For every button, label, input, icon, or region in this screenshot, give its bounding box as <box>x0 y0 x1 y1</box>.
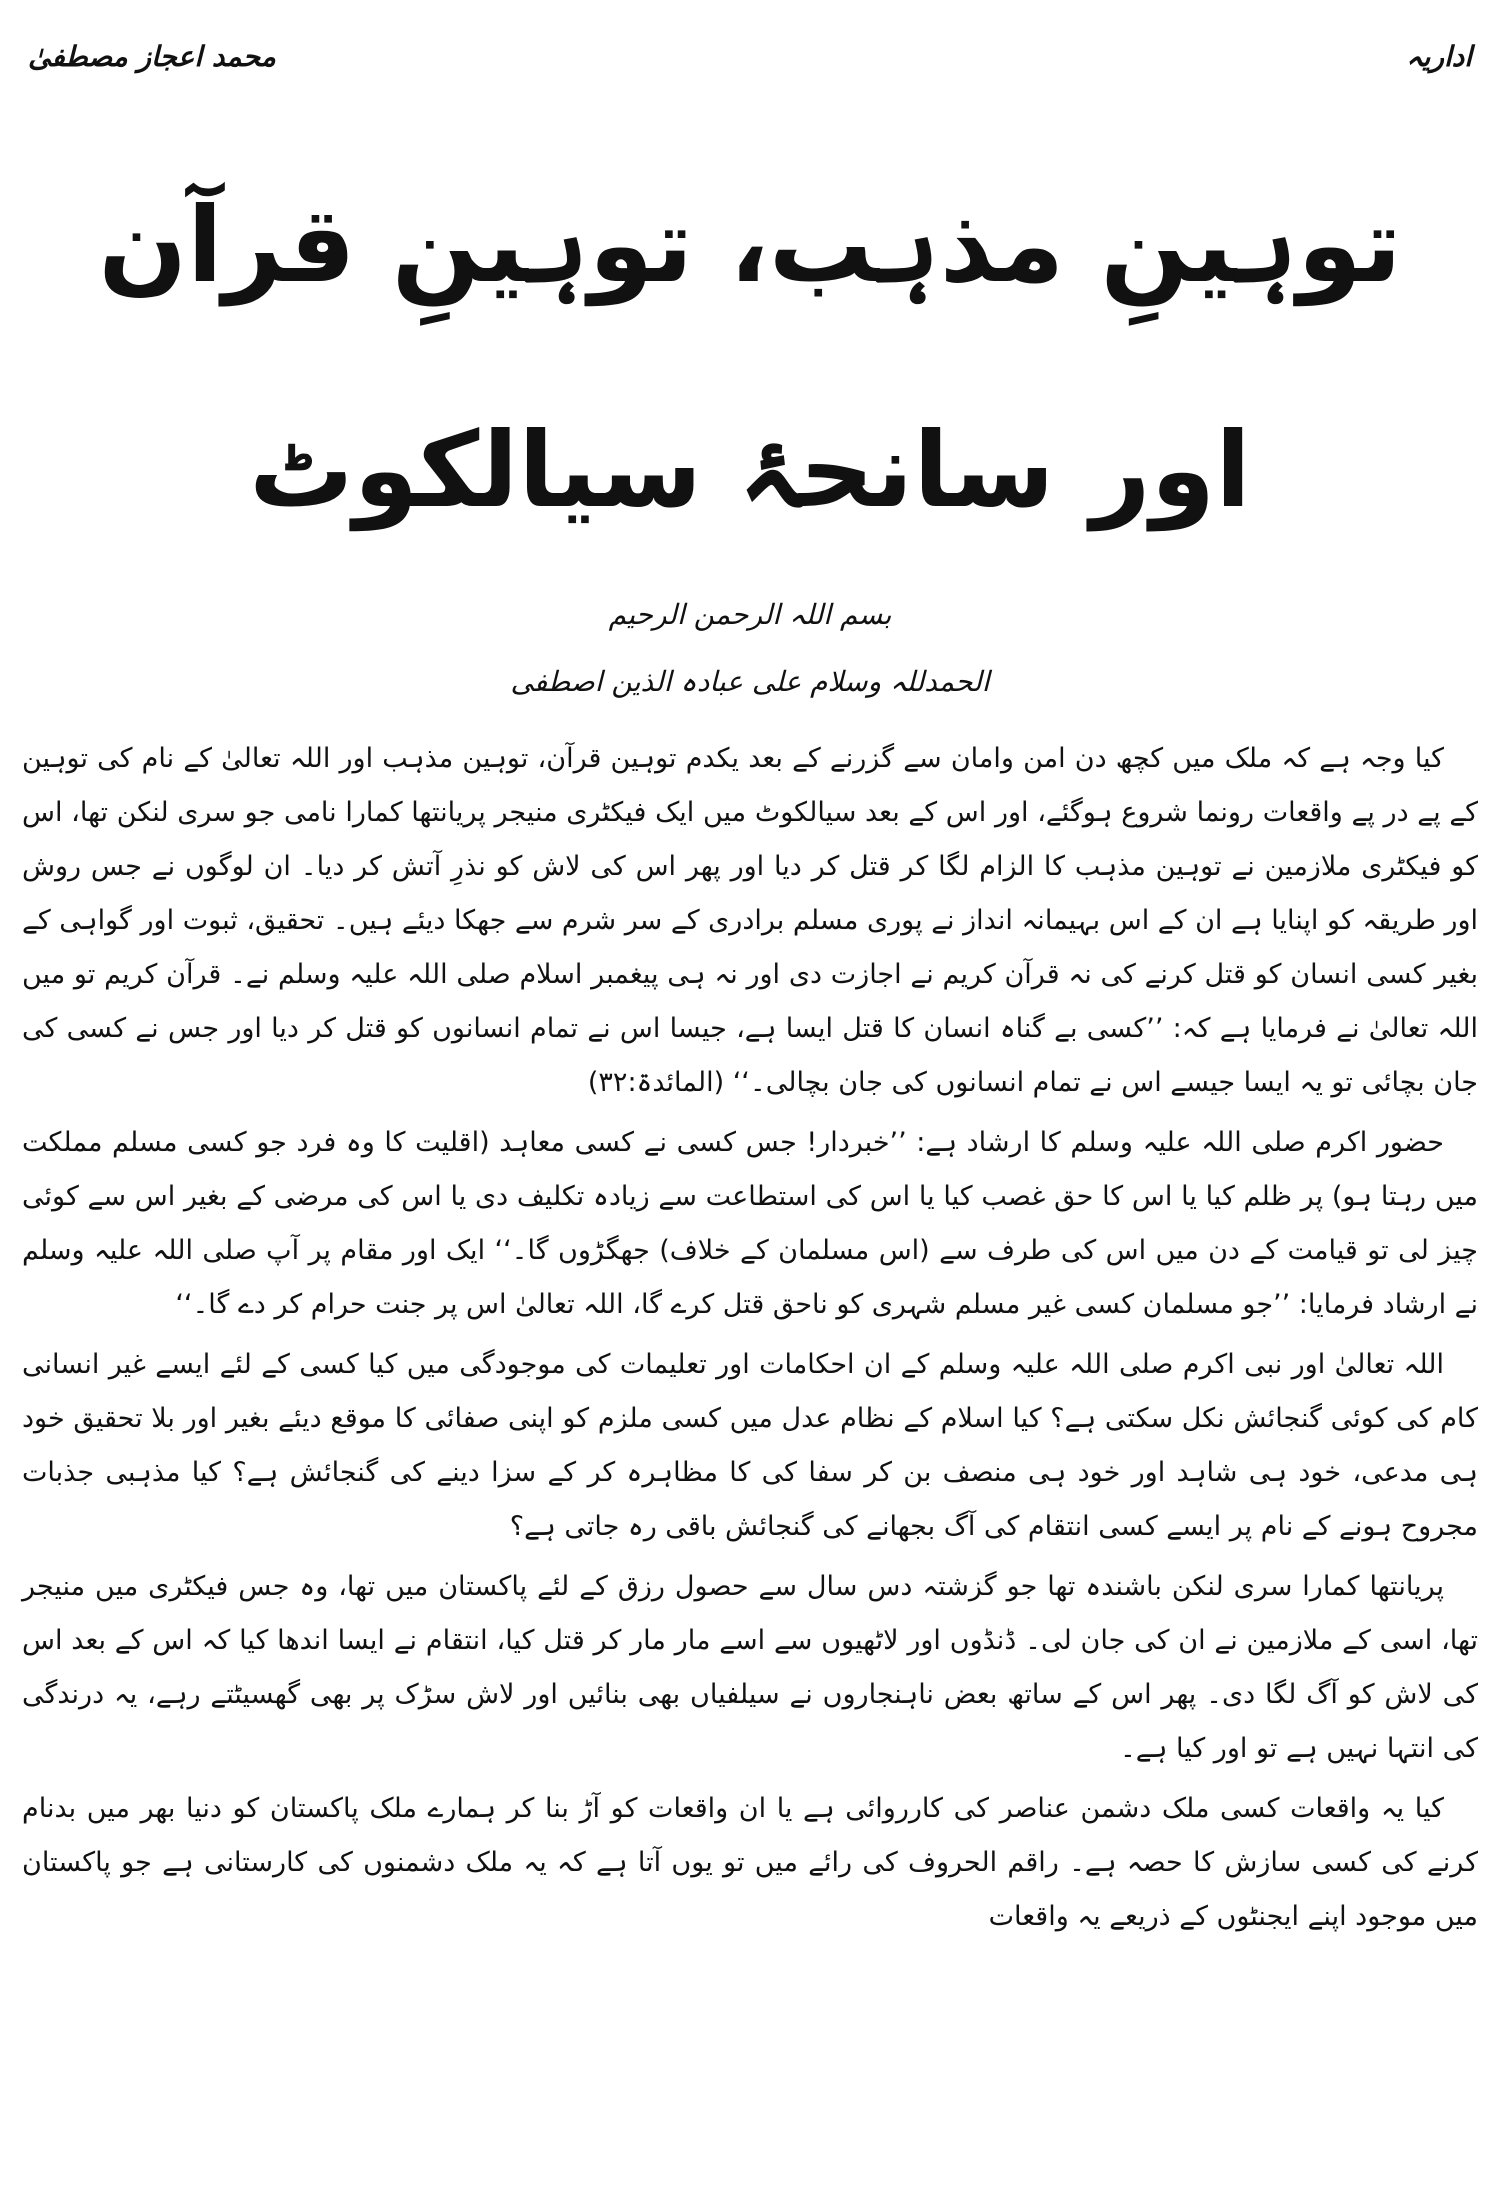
paragraph: کیا یہ واقعات کسی ملک دشمن عناصر کی کارروائی ہے یا ان واقعات کو آڑ بنا کر ہمارے ملک پاکستان کو دنیا بھر میں بدنام کرنے کی کسی سازش کا حصہ ہے۔ راقم الحروف کی رائے میں تو یوں آتا ہے کہ یہ ملک دشمنوں کی کارستانی ہے جو پاکستان میں موجود اپنے ایجنٹوں کے ذریعے یہ واقعات <box>22 1793 1478 1932</box>
paragraph: حضور اکرم صلی اللہ علیہ وسلم کا ارشاد ہے: ’’خبردار! جس کسی نے کسی معاہد (اقلیت کا وہ فرد جو کسی مسلم مملکت میں رہتا ہو) پر ظلم کیا یا اس کا حق غصب کیا یا اس کی استطاعت سے زیادہ تکلیف دی یا اس کی مرضی کے بغیر اس سے کوئی چیز لی تو قیامت کے دن میں اس کی طرف سے (اس مسلمان کے خلاف) جھگڑوں گا۔‘‘ ایک اور مقام پر آپ صلی اللہ علیہ وسلم نے ارشاد فرمایا: ’’جو مسلمان کسی غیر مسلم شہری کو ناحق قتل کرے گا، اللہ تعالیٰ اس پر جنت حرام کر دے گا۔‘‘ <box>22 1127 1478 1320</box>
article-title-line-1: توہینِ مذہب، توہینِ قرآن <box>98 184 1402 306</box>
author-name: محمد اعجاز مصطفیٰ <box>28 40 276 73</box>
bismillah: بسم اللہ الرحمن الرحیم <box>608 598 892 631</box>
section-label: اداریہ <box>1406 40 1472 73</box>
paragraph: اللہ تعالیٰ اور نبی اکرم صلی اللہ علیہ وسلم کے ان احکامات اور تعلیمات کی موجودگی میں کیا کسی کے لئے ایسے غیر انسانی کام کی کوئی گنجائش نکل سکتی ہے؟ کیا اسلام کے نظام عدل میں کسی ملزم کو اپنی صفائی کا موقع دیئے بغیر اور بلا تحقیق خود ہی مدعی، خود ہی شاہد اور خود ہی منصف بن کر سفا کی کا مظاہرہ کر کے سزا دینے کی گنجائش ہے؟ کیا مذہبی جذبات مجروح ہونے کے نام پر ایسے کسی انتقام کی آگ بجھانے کی گنجائش باقی رہ جاتی ہے؟ <box>22 1349 1478 1542</box>
article-title-line-2: اور سانحۂ سیالکوٹ <box>249 409 1251 531</box>
paragraph: کیا وجہ ہے کہ ملک میں کچھ دن امن وامان سے گزرنے کے بعد یکدم توہین قرآن، توہین مذہب اور اللہ تعالیٰ کے نام کی توہین کے پے در پے واقعات رونما شروع ہوگئے، اور اس کے بعد سیالکوٹ میں ایک فیکٹری منیجر پریانتھا کمارا نامی جو سری لنکن تھا، اس کو فیکٹری ملازمین نے توہین مذہب کا الزام لگا کر قتل کر دیا اور پھر اس کی لاش کو نذرِ آتش کر دیا۔ ان لوگوں نے جس روش اور طریقہ کو اپنایا ہے ان کے اس بہیمانہ انداز نے پوری مسلم برادری کے سر شرم سے جھکا دیئے ہیں۔ تحقیق، ثبوت اور گواہی کے بغیر کسی انسان کو قتل کرنے کی نہ قرآن کریم نے اجازت دی اور نہ ہی پیغمبر اسلام صلی اللہ علیہ وسلم نے۔ قرآن کریم تو میں اللہ تعالیٰ نے فرمایا ہے کہ: ’’کسی بے گناہ انسان کا قتل ایسا ہے، جیسا اس نے تمام انسانوں کو قتل کر دیا اور جس نے کسی کی جان بچائی تو یہ ایسا جیسے اس نے تمام انسانوں کی جان بچالی۔‘‘ (المائدۃ:۳۲) <box>22 743 1478 1098</box>
article-body <box>22 732 1478 1950</box>
paragraph: پریانتھا کمارا سری لنکن باشندہ تھا جو گزشتہ دس سال سے حصول رزق کے لئے پاکستان میں تھا، وہ جس فیکٹری میں منیجر تھا، اسی کے ملازمین نے ان کی جان لی۔ ڈنڈوں اور لاٹھیوں سے اسے مار مار کر قتل کیا، انتقام نے ایسا اندھا کیا کہ اس کے بعد اس کی لاش کو آگ لگا دی۔ پھر اس کے ساتھ بعض ناہنجاروں نے سیلفیاں بھی بنائیں اور لاش سڑک پر بھی گھسیٹتے رہے، یہ درندگی کی انتہا نہیں ہے تو اور کیا ہے۔ <box>22 1571 1478 1764</box>
opening-praise: الحمدللہ وسلام علی عبادہ الذین اصطفی <box>510 665 990 698</box>
